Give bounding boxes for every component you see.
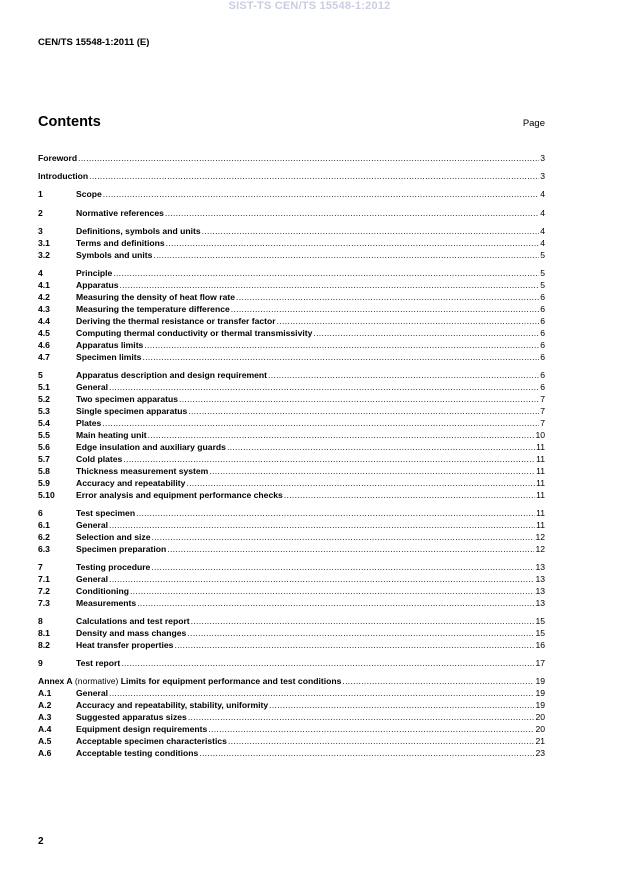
toc-entry-title-text: Scope xyxy=(76,189,102,199)
toc-entry-title-text: Acceptable testing conditions xyxy=(76,748,199,758)
toc-entry-title-text: Selection and size xyxy=(76,532,151,542)
toc-entry[interactable] xyxy=(38,574,545,585)
toc-leader-dots xyxy=(199,748,534,759)
toc-leader-dots xyxy=(342,676,534,687)
toc-entry-title xyxy=(76,490,283,501)
toc-entry-page: 6 xyxy=(540,382,545,392)
toc-entry-title-text: Density and mass changes xyxy=(76,628,187,638)
toc-entry-number: 5.2 xyxy=(38,394,50,404)
toc-entry-page: 13 xyxy=(535,574,545,584)
toc-entry-number: 1 xyxy=(38,189,43,199)
toc-entry[interactable] xyxy=(38,328,545,339)
toc-entry[interactable] xyxy=(38,586,545,597)
footer-page-number: 2 xyxy=(38,836,44,847)
toc-entry-number: 5.8 xyxy=(38,466,50,476)
toc-entry[interactable] xyxy=(38,292,545,303)
toc-entry-title xyxy=(76,250,152,261)
toc-leader-dots xyxy=(284,490,535,501)
toc-entry-title xyxy=(76,370,267,381)
toc-entry[interactable] xyxy=(38,466,545,477)
toc-entry-number: 4.7 xyxy=(38,352,50,362)
toc-entry-title xyxy=(76,640,173,651)
toc-entry-title-text: Measuring the density of heat flow rate xyxy=(76,292,236,302)
toc-entry-title xyxy=(76,544,166,555)
toc-leader-dots xyxy=(188,712,535,723)
toc-entry-title xyxy=(76,454,122,465)
toc-leader-dots xyxy=(103,189,539,200)
toc-entry[interactable] xyxy=(38,268,545,279)
toc-entry-page: 13 xyxy=(535,562,545,572)
toc-entry-page: 6 xyxy=(540,352,545,362)
toc-entry-title-text: Testing procedure xyxy=(76,562,151,572)
toc-leader-dots xyxy=(148,430,535,441)
toc-entry-number: 5.10 xyxy=(38,490,55,500)
toc-entry-title xyxy=(76,700,268,711)
toc-entry-title-text: Normative references xyxy=(76,208,164,218)
toc-leader-dots xyxy=(123,454,535,465)
toc-entry-page: 11 xyxy=(536,466,545,476)
toc-leader-dots xyxy=(209,466,535,477)
toc-entry-title xyxy=(76,688,108,699)
toc-leader-dots xyxy=(136,508,535,519)
toc-entry-number: 4.2 xyxy=(38,292,50,302)
toc-entry-title-text: Annex A xyxy=(38,676,73,686)
toc-entry[interactable] xyxy=(38,370,545,381)
toc-entry-title-text: Specimen limits xyxy=(76,352,142,362)
toc-entry-title-text: Acceptable specimen characteristics xyxy=(76,736,227,746)
toc-entry[interactable] xyxy=(38,394,545,405)
toc-entry-title xyxy=(76,340,143,351)
toc-leader-dots xyxy=(191,616,535,627)
toc-entry-page: 15 xyxy=(535,616,545,626)
toc-entry-number: 4 xyxy=(38,268,43,278)
toc-leader-dots xyxy=(109,382,539,393)
toc-entry-page: 13 xyxy=(535,598,545,608)
toc-entry-title xyxy=(76,586,129,597)
toc-entry-title-text: Cold plates xyxy=(76,454,123,464)
toc-entry-page: 21 xyxy=(535,736,545,746)
toc-entry[interactable] xyxy=(38,430,545,441)
toc-entry[interactable] xyxy=(38,406,545,417)
toc-entry-number: A.2 xyxy=(38,700,52,710)
toc-entry-title xyxy=(76,508,135,519)
toc-entry-page: 3 xyxy=(540,153,545,163)
toc-entry-title-text: Error analysis and equipment performance checks xyxy=(76,490,283,500)
toc-entry-page: 19 xyxy=(535,688,545,698)
toc-leader-dots xyxy=(137,598,534,609)
toc-entry-title xyxy=(76,238,165,249)
toc-entry-title-text: Apparatus description and design requirement xyxy=(76,370,268,380)
toc-leader-dots xyxy=(231,304,539,315)
toc-entry-number: 5.1 xyxy=(38,382,50,392)
toc-entry-title xyxy=(76,598,136,609)
toc-leader-dots xyxy=(202,226,540,237)
toc-entry-title-text: Thickness measurement system xyxy=(76,466,209,476)
toc-entry-number: 5.6 xyxy=(38,442,50,452)
toc-entry-number: 6 xyxy=(38,508,43,518)
toc-entry-number: A.3 xyxy=(38,712,52,722)
toc-leader-dots xyxy=(227,442,535,453)
toc-entry-title-text: Definitions, symbols and units xyxy=(76,226,201,236)
toc-entry[interactable] xyxy=(38,280,545,291)
toc-entry-title xyxy=(76,658,120,669)
toc-entry-title xyxy=(76,382,108,393)
toc-entry-title xyxy=(76,280,119,291)
toc-entry[interactable] xyxy=(38,478,545,489)
toc-entry-title xyxy=(76,724,207,735)
page-column-label: Page xyxy=(522,118,545,129)
toc-leader-dots xyxy=(208,724,534,735)
toc-leader-dots xyxy=(179,394,539,405)
watermark-text: SIST-TS CEN/TS 15548-1:2012 xyxy=(228,0,391,12)
toc-entry-title-text: Measurements xyxy=(76,598,137,608)
toc-entry-title xyxy=(38,171,88,182)
toc-entry-page: 12 xyxy=(535,544,545,554)
toc-entry[interactable] xyxy=(38,700,545,711)
toc-entry[interactable] xyxy=(38,454,545,465)
toc-entry-title xyxy=(76,532,151,543)
toc-entry-title xyxy=(76,574,108,585)
toc-entry[interactable] xyxy=(38,442,545,453)
toc-entry-number: 6.2 xyxy=(38,532,50,542)
toc-leader-dots xyxy=(102,418,539,429)
toc-entry-number: 2 xyxy=(38,208,43,218)
toc-entry-number: 4.6 xyxy=(38,340,50,350)
toc-entry-page: 6 xyxy=(540,370,545,380)
toc-entry-number: 7.3 xyxy=(38,598,50,608)
toc-entry-page: 12 xyxy=(535,532,545,542)
toc-entry[interactable] xyxy=(38,748,545,759)
toc-entry-title-text: Principle xyxy=(76,268,113,278)
toc-entry-title-text: Plates xyxy=(76,418,102,428)
toc-entry-title xyxy=(76,562,150,573)
toc-entry-title-text: Calculations and test report xyxy=(76,616,190,626)
toc-entry-number: 3 xyxy=(38,226,43,236)
toc-entry-number: 6.1 xyxy=(38,520,50,530)
toc-entry-page: 5 xyxy=(540,280,545,290)
toc-entry-title-text: Single specimen apparatus xyxy=(76,406,188,416)
toc-entry-page: 6 xyxy=(540,340,545,350)
toc-entry-page: 23 xyxy=(535,748,545,758)
toc-entry-title xyxy=(76,478,185,489)
toc-entry[interactable] xyxy=(38,640,545,651)
toc-entry-page: 20 xyxy=(535,712,545,722)
toc-leader-dots xyxy=(188,406,539,417)
toc-entry-title xyxy=(76,466,208,477)
toc-leader-dots xyxy=(109,574,534,585)
toc-entry-page: 6 xyxy=(540,316,545,326)
toc-entry-title-text: Terms and definitions xyxy=(76,238,165,248)
toc-entry-page: 17 xyxy=(535,658,545,668)
toc-entry-number: A.4 xyxy=(38,724,52,734)
toc-entry-title xyxy=(76,189,102,200)
toc-entry-number: 4.4 xyxy=(38,316,50,326)
toc-leader-dots xyxy=(152,532,535,543)
toc-entry-page: 4 xyxy=(540,226,545,236)
toc-leader-dots xyxy=(113,268,539,279)
toc-leader-dots xyxy=(187,628,534,639)
toc-entry-number: 6.3 xyxy=(38,544,50,554)
toc-entry-page: 11 xyxy=(536,442,545,452)
toc-entry-title-text: Symbols and units xyxy=(76,250,153,260)
toc-entry-title xyxy=(38,676,341,687)
toc-entry-title xyxy=(76,616,190,627)
toc-entry[interactable] xyxy=(38,676,545,687)
toc-entry[interactable] xyxy=(38,736,545,747)
toc-entry-page: 6 xyxy=(540,304,545,314)
toc-entry-page: 5 xyxy=(540,250,545,260)
toc-entry[interactable] xyxy=(38,544,545,555)
toc-leader-dots xyxy=(121,658,534,669)
toc-entry-page: 4 xyxy=(540,189,545,199)
toc-entry-title-text: General xyxy=(76,574,109,584)
toc-entry-page: 11 xyxy=(536,508,545,518)
toc-entry[interactable] xyxy=(38,658,545,669)
toc-leader-dots xyxy=(165,208,539,219)
toc-leader-dots xyxy=(313,328,539,339)
toc-entry-title-text: Deriving the thermal resistance or transfer factor xyxy=(76,316,276,326)
toc-entry-title-text: Suggested apparatus sizes xyxy=(76,712,187,722)
toc-entry-title-text: Foreword xyxy=(38,153,78,163)
toc-entry-title-text: Edge insulation and auxiliary guards xyxy=(76,442,226,452)
toc-entry-title xyxy=(76,292,235,303)
toc-entry-title-text: General xyxy=(76,382,109,392)
toc-leader-dots xyxy=(186,478,535,489)
toc-entry[interactable] xyxy=(38,382,545,393)
toc-entry-number: 7.2 xyxy=(38,586,50,596)
toc-leader-dots xyxy=(174,640,534,651)
toc-entry-title-text: Two specimen apparatus xyxy=(76,394,179,404)
toc-entry-number: 5.9 xyxy=(38,478,50,488)
toc-entry-title xyxy=(76,736,227,747)
toc-entry-number: 8 xyxy=(38,616,43,626)
toc-entry-title-text: Measuring the temperature difference xyxy=(76,304,230,314)
toc-entry-page: 11 xyxy=(536,454,545,464)
toc-entry-title-text: Main heating unit xyxy=(76,430,147,440)
toc-entry[interactable] xyxy=(38,171,545,182)
toc-entry-title xyxy=(76,304,230,315)
toc-entry[interactable] xyxy=(38,616,545,627)
toc-entry-page: 4 xyxy=(540,238,545,248)
toc-entry-title xyxy=(76,430,147,441)
toc-entry-number: A.6 xyxy=(38,748,52,758)
toc-entry[interactable] xyxy=(38,712,545,723)
toc-entry-title-text: Accuracy and repeatability xyxy=(76,478,186,488)
toc-entry-page: 13 xyxy=(535,586,545,596)
toc-entry-title-text: Introduction xyxy=(38,171,89,181)
toc-entry-title xyxy=(76,520,108,531)
toc-entry[interactable] xyxy=(38,340,545,351)
toc-leader-dots xyxy=(228,736,534,747)
toc-entry-title-text: General xyxy=(76,520,109,530)
toc-leader-dots xyxy=(130,586,534,597)
toc-entry-page: 7 xyxy=(540,394,545,404)
toc-entry-page: 6 xyxy=(540,292,545,302)
toc-entry-title xyxy=(76,316,276,327)
toc-entry-title xyxy=(76,328,312,339)
toc-entry-page: 19 xyxy=(535,700,545,710)
toc-entry-number: 3.2 xyxy=(38,250,50,260)
toc-entry[interactable] xyxy=(38,226,545,237)
toc-entry-number: 7 xyxy=(38,562,43,572)
toc-entry[interactable] xyxy=(38,304,545,315)
toc-entry-title xyxy=(76,442,226,453)
toc-entry-title-text: Accuracy and repeatability, stability, uniformity xyxy=(76,700,269,710)
toc-entry[interactable] xyxy=(38,352,545,363)
toc-entry-title xyxy=(76,406,187,417)
toc-entry-number: 4.3 xyxy=(38,304,50,314)
toc-entry-page: 11 xyxy=(536,490,545,500)
toc-entry-title-text: Heat transfer properties xyxy=(76,640,174,650)
toc-entry[interactable] xyxy=(38,508,545,519)
toc-entry-number: 9 xyxy=(38,658,43,668)
toc-entry[interactable] xyxy=(38,208,545,219)
toc-entry-number: 5.3 xyxy=(38,406,50,416)
toc-entry[interactable] xyxy=(38,628,545,639)
toc-entry[interactable] xyxy=(38,688,545,699)
toc-entry-title-text: Computing thermal conductivity or thermal transmissivity xyxy=(76,328,313,338)
toc-entry[interactable] xyxy=(38,520,545,531)
toc-entry-title xyxy=(76,226,201,237)
toc-entry-number: 8.2 xyxy=(38,640,50,650)
toc-entry-title-text: Test specimen xyxy=(76,508,136,518)
toc-entry-number: A.1 xyxy=(38,688,52,698)
toc-entry-title-text: Apparatus xyxy=(76,280,119,290)
toc-entry[interactable] xyxy=(38,532,545,543)
toc-entry[interactable] xyxy=(38,418,545,429)
toc-entry-page: 11 xyxy=(536,520,545,530)
toc-leader-dots xyxy=(144,340,539,351)
toc-entry-number: A.5 xyxy=(38,736,52,746)
toc-entry[interactable] xyxy=(38,562,545,573)
toc-entry[interactable] xyxy=(38,598,545,609)
toc-entry-title xyxy=(76,628,186,639)
toc-leader-dots xyxy=(151,562,534,573)
toc-entry-number: 5 xyxy=(38,370,43,380)
toc-leader-dots xyxy=(109,520,535,531)
toc-leader-dots xyxy=(166,238,540,249)
toc-entry-title-text: Test report xyxy=(76,658,121,668)
toc-entry-title-text: Equipment design requirements xyxy=(76,724,208,734)
toc-entry-number: 4.1 xyxy=(38,280,50,290)
toc-entry-title-text: Apparatus limits xyxy=(76,340,144,350)
toc-leader-dots xyxy=(89,171,539,182)
toc-entry-page: 6 xyxy=(540,328,545,338)
toc-entry[interactable] xyxy=(38,153,545,164)
toc-leader-dots xyxy=(109,688,534,699)
toc-entry-number: 5.5 xyxy=(38,430,50,440)
document-id: CEN/TS 15548-1:2011 (E) xyxy=(38,37,150,48)
toc-entry-number: 5.7 xyxy=(38,454,50,464)
toc-leader-dots xyxy=(167,544,534,555)
toc-entry-number: 8.1 xyxy=(38,628,50,638)
page-title: Contents xyxy=(38,114,101,130)
toc-entry-number: 4.5 xyxy=(38,328,50,338)
toc-leader-dots xyxy=(236,292,539,303)
toc-leader-dots xyxy=(277,316,540,327)
toc-entry-title xyxy=(38,153,77,164)
toc-entry-page: 3 xyxy=(540,171,545,181)
toc-entry-page: 20 xyxy=(535,724,545,734)
toc-leader-dots xyxy=(142,352,539,363)
toc-entry-page: 4 xyxy=(540,208,545,218)
toc-entry-annex-title: Limits for equipment performance and test conditions xyxy=(120,676,342,686)
toc-entry[interactable] xyxy=(38,238,545,249)
toc-entry-title xyxy=(76,208,164,219)
toc-entry-title-text: Conditioning xyxy=(76,586,129,596)
toc-entry-title-text: Specimen preparation xyxy=(76,544,167,554)
toc-entry-title xyxy=(76,394,178,405)
toc-entry-title-text: General xyxy=(76,688,109,698)
toc-leader-dots xyxy=(78,153,539,164)
toc-leader-dots xyxy=(153,250,539,261)
toc-entry-page: 7 xyxy=(540,418,545,428)
toc-entry-page: 19 xyxy=(535,676,545,686)
toc-entry-page: 7 xyxy=(540,406,545,416)
toc-entry[interactable] xyxy=(38,724,545,735)
toc-entry-title xyxy=(76,268,112,279)
toc-entry[interactable] xyxy=(38,490,545,501)
toc-entry-page: 11 xyxy=(536,478,545,488)
toc-leader-dots xyxy=(268,370,539,381)
toc-entry-number: 3.1 xyxy=(38,238,50,248)
toc-entry-title xyxy=(76,418,101,429)
toc-entry-title xyxy=(76,748,198,759)
toc-entry-page: 5 xyxy=(540,268,545,278)
toc-entry-number: 5.4 xyxy=(38,418,50,428)
toc-entry[interactable] xyxy=(38,250,545,261)
toc-leader-dots xyxy=(120,280,540,291)
toc-entry-title xyxy=(76,712,187,723)
toc-entry-page: 16 xyxy=(535,640,545,650)
toc-entry-page: 15 xyxy=(535,628,545,638)
toc-entry-number: 7.1 xyxy=(38,574,50,584)
toc-leader-dots xyxy=(269,700,534,711)
toc-entry-page: 10 xyxy=(535,430,545,440)
toc-entry[interactable] xyxy=(38,189,545,200)
toc-entry-title xyxy=(76,352,141,363)
toc-entry-annex-type: (normative) xyxy=(72,676,121,686)
toc-entry[interactable] xyxy=(38,316,545,327)
